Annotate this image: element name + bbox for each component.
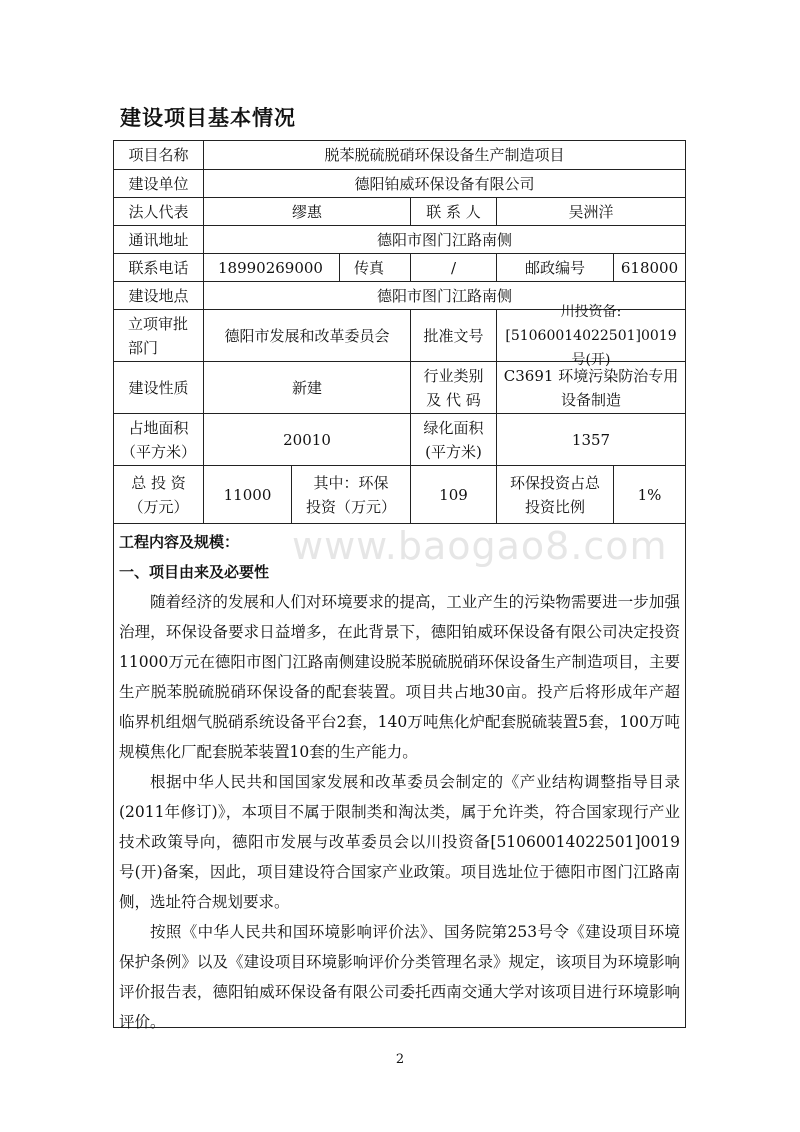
approval-dept-label-line2: 部门 <box>128 338 159 357</box>
approval-no-line1: 川投资备: <box>560 303 622 320</box>
invest-label-line1: 总 投 资 <box>131 473 186 492</box>
unit-value: 德阳铂威环保设备有限公司 <box>204 170 685 198</box>
fax-label: 传真 <box>340 254 411 282</box>
watermark: www.baogao8.com <box>292 524 668 568</box>
page-number: 2 <box>395 1052 405 1067</box>
invest-label <box>114 466 204 524</box>
postcode-label: 邮政编号 <box>497 254 614 282</box>
paragraph-2: 根据中华人民共和国国家发展和改革委员会制定的《产业结构调整指导目录(2011年修订)》，本项目不属于限制类和淘汰类，属于允许类，符合国家现行产业技术政策导向，德阳市发展与改革委员会以川投资备[51060014022501]0019号(开)备案，因此，项目建设符合国家产业政策。项目选址位于德阳市图门江路南侧，选址符合规划要求。 <box>119 773 680 911</box>
env-invest-label-line2: 投资（万元） <box>305 497 396 516</box>
site-value: 德阳市图门江路南侧 <box>204 282 685 310</box>
invest-value: 11000 <box>204 466 292 524</box>
section-heading: 一、项目由来及必要性 <box>119 563 270 581</box>
approval-no-line2: [51060014022501]0019 号(开) <box>505 327 677 368</box>
industry-line2: 设备制造 <box>560 390 621 409</box>
industry-label-line2: 及 代 码 <box>426 390 481 409</box>
ratio-label-line2: 投资比例 <box>524 497 585 516</box>
nature-label: 建设性质 <box>114 362 204 414</box>
area-label <box>114 414 204 466</box>
postcode-value: 618000 <box>614 254 685 282</box>
fax-value: / <box>411 254 497 282</box>
industry-line1: C3691 环境污染防治专用 <box>503 366 679 385</box>
industry-label <box>411 362 497 414</box>
phone-value: 18990269000 <box>204 254 340 282</box>
content-section <box>113 527 686 1037</box>
area-value: 20010 <box>204 414 411 466</box>
ratio-value: 1% <box>614 466 685 524</box>
area-label-line1: 占地面积 <box>128 418 189 437</box>
project-name-value: 脱苯脱硫脱硝环保设备生产制造项目 <box>204 141 685 170</box>
approval-dept-label <box>114 310 204 362</box>
approval-dept-value: 德阳市发展和改革委员会 <box>204 310 411 362</box>
page-title: 建设项目基本情况 <box>120 106 296 130</box>
env-invest-label-line1: 其中：环保 <box>313 473 389 492</box>
green-value: 1357 <box>497 414 685 466</box>
address-label: 通讯地址 <box>114 226 204 254</box>
site-label: 建设地点 <box>114 282 204 310</box>
approval-no-value <box>497 303 685 368</box>
legal-label: 法人代表 <box>114 198 204 226</box>
ratio-label <box>497 466 614 524</box>
green-label-line1: 绿化面积 <box>423 418 484 437</box>
nature-value: 新建 <box>204 362 411 414</box>
invest-label-line2: （万元） <box>128 497 189 516</box>
ratio-label-line1: 环保投资占总 <box>509 473 600 492</box>
legal-value: 缪惠 <box>204 198 411 226</box>
paragraph-3: 按照《中华人民共和国环境影响评价法》、国务院第253号令《建设项目环境保护条例》以及《建设项目环境影响评价分类管理名录》规定，该项目为环境影响评价报告表，德阳铂威环保设备有限公司委托西南交通大学对该项目进行环境影响评价。 <box>119 923 680 1031</box>
content-heading: 工程内容及规模： <box>119 533 240 551</box>
approval-dept-label-line1: 立项审批 <box>128 314 189 333</box>
contact-value: 吴洲洋 <box>497 198 685 226</box>
address-value: 德阳市图门江路南侧 <box>204 226 685 254</box>
env-invest-value: 109 <box>411 466 497 524</box>
industry-label-line1: 行业类别 <box>423 366 484 385</box>
area-label-line2: （平方米） <box>120 442 196 461</box>
green-label <box>411 414 497 466</box>
industry-value <box>497 362 685 414</box>
contact-label: 联 系 人 <box>411 198 497 226</box>
unit-label: 建设单位 <box>114 170 204 198</box>
green-label-line2: (平方米) <box>425 442 482 461</box>
env-invest-label <box>292 466 411 524</box>
paragraph-1: 随着经济的发展和人们对环境要求的提高，工业产生的污染物需要进一步加强治理，环保设备要求日益增多，在此背景下，德阳铂威环保设备有限公司决定投资11000万元在德阳市图门江路南侧建设脱苯脱硫脱硝环保设备生产制造项目，主要生产脱苯脱硫脱硝环保设备的配套装置。项目共占地30亩。投产后将形成年产超临界机组烟气脱硝系统设备平台2套，140万吨焦化炉配套脱硫装置5套，100万吨规模焦化厂配套脱苯装置10套的生产能力。 <box>119 593 680 761</box>
approval-no-label: 批准文号 <box>411 310 497 362</box>
project-name-label: 项目名称 <box>114 141 204 170</box>
phone-label: 联系电话 <box>114 254 204 282</box>
